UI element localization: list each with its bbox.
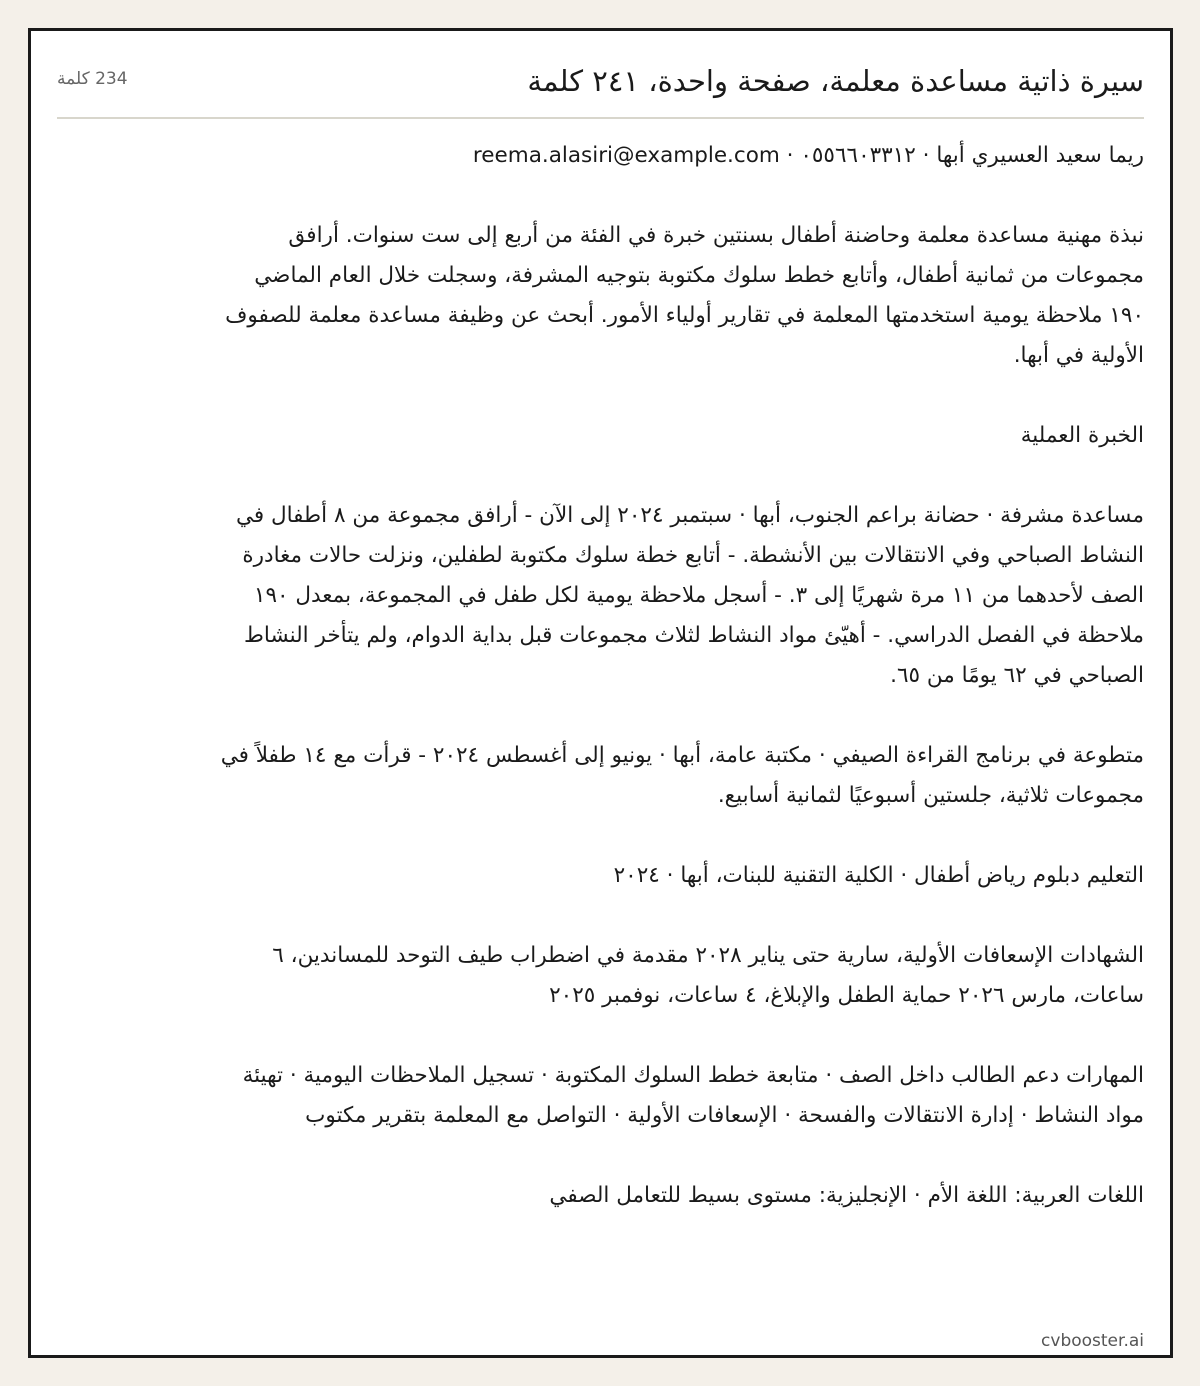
contact-line: ريما سعيد العسيري أبها · ٠٥٥٦٦٠٣٣١٢ · reema.alasiri@example.com: [472, 143, 1144, 168]
languages-section: اللغات العربية: اللغة الأم · الإنجليزية: مستوى بسيط للتعامل الصفي: [549, 1183, 1144, 1208]
footer-brand: cvbooster.ai: [1041, 1331, 1144, 1351]
resume-page: [28, 28, 1173, 1358]
word-count-badge: 234 كلمة: [57, 69, 128, 89]
certificates-section: الشهادات الإسعافات الأولية، سارية حتى يناير ٢٠٢٨ مقدمة في اضطراب طيف التوحد للمساندين، ٦ ساعات، مارس ٢٠٢٦ حماية الطفل والإبلاغ، ٤ ساعات، نوفمبر ٢٠٢٥: [272, 943, 1144, 1008]
skills-section: المهارات دعم الطالب داخل الصف · متابعة خطط السلوك المكتوبة · تسجيل الملاحظات اليومية · تهيئة مواد النشاط · إدارة الانتقالات والفسحة · الإسعافات الأولية · التواصل مع المعلمة بتقرير مكتوب: [242, 1063, 1144, 1128]
resume-body: [214, 136, 1144, 1216]
professional-summary: نبذة مهنية مساعدة معلمة وحاضنة أطفال بسنتين خبرة في الفئة من أربع إلى ست سنوات. أرافق مجموعات من ثمانية أطفال، وأتابع خطط سلوك مكتوبة بتوجيه المشرفة، وسجلت خلال العام الماضي ١٩٠ ملاحظة يومية استخدمتها المعلمة في تقارير أولياء الأمور. أبحث عن وظيفة مساعدة معلمة للصفوف الأولية في أبها.: [225, 223, 1144, 368]
page-title: سيرة ذاتية مساعدة معلمة، صفحة واحدة، ٢٤١ كلمة: [527, 64, 1144, 98]
education-section: التعليم دبلوم رياض أطفال · الكلية التقنية للبنات، أبها · ٢٠٢٤: [613, 863, 1144, 888]
experience-entry-volunteer: متطوعة في برنامج القراءة الصيفي · مكتبة عامة، أبها · يونيو إلى أغسطس ٢٠٢٤ - قرأت مع ١٤ طفلاً في مجموعات ثلاثية، جلستين أسبوعيًا لثمانية أسابيع.: [220, 743, 1144, 808]
experience-heading: الخبرة العملية: [1020, 423, 1144, 448]
experience-entry-supervisor: مساعدة مشرفة · حضانة براعم الجنوب، أبها · سبتمبر ٢٠٢٤ إلى الآن - أرافق مجموعة من ٨ أطفال في النشاط الصباحي وفي الانتقالات بين الأنشطة. - أتابع خطة سلوك مكتوبة لطفلين، ونزلت حالات مغادرة الصف لأحدهما من ١١ مرة شهريًا إلى ٣. - أسجل ملاحظة يومية لكل طفل في المجموعة، بمعدل ١٩٠ ملاحظة في الفصل الدراسي. - أهيّئ مواد النشاط لثلاث مجموعات قبل بداية الدوام، ولم يتأخر النشاط الصباحي في ٦٢ يومًا من ٦٥.: [235, 503, 1144, 688]
document-header: [57, 61, 1144, 119]
